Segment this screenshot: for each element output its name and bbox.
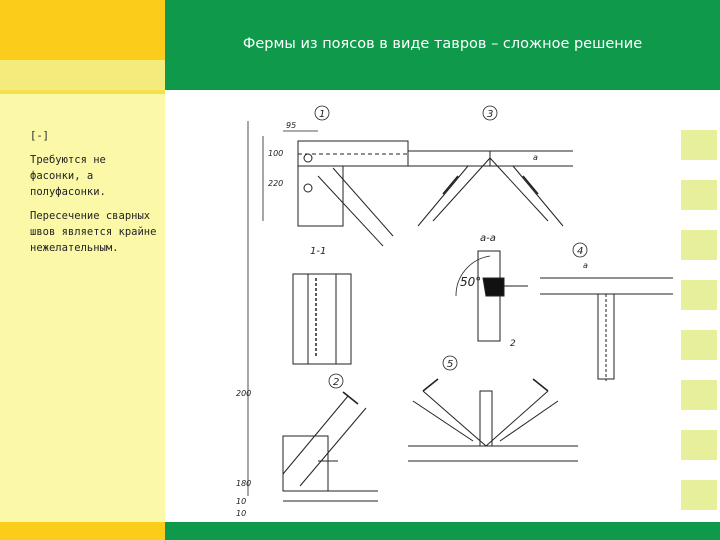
- marker-label: 2: [510, 339, 516, 349]
- dimension-label: 180: [236, 479, 252, 488]
- tile: [681, 230, 717, 260]
- detail-number: 1: [319, 109, 326, 120]
- sidebar-notes: [30, 128, 160, 264]
- sidebar: [0, 94, 165, 522]
- detail-number: 2: [333, 377, 340, 388]
- section-label: a-a: [480, 233, 496, 244]
- tile: [681, 180, 717, 210]
- detail-number: 5: [447, 359, 454, 370]
- tile: [681, 130, 717, 160]
- corner-block: [0, 0, 165, 60]
- note-weld-intersection: Пересечение сварных швов является крайне нежелательным.: [30, 210, 157, 254]
- tile: [681, 380, 717, 410]
- dimension-label: 10: [236, 509, 247, 518]
- marker-label: a: [583, 261, 588, 270]
- angle-label: 50°: [460, 275, 482, 289]
- detail-number: 4: [577, 246, 584, 257]
- marker-label: a: [533, 153, 538, 162]
- dimension-label: 220: [268, 179, 284, 188]
- dimension-label: 10: [236, 497, 247, 506]
- truss-joint-drawing: [228, 96, 678, 521]
- tile: [681, 280, 717, 310]
- dimension-label: 95: [286, 121, 297, 130]
- tile: [681, 330, 717, 360]
- collapse-marker[interactable]: [-]: [30, 130, 49, 142]
- tile: [681, 480, 717, 510]
- tile: [681, 430, 717, 460]
- footer-left: [0, 522, 165, 540]
- section-label: 1-1: [310, 246, 327, 257]
- dimension-label: 200: [236, 389, 252, 398]
- header-bar: [165, 0, 720, 90]
- corner-strip: [0, 60, 165, 90]
- detail-number: 3: [487, 109, 494, 120]
- note-half-gussets: Требуются не фасонки, а полуфасонки.: [30, 154, 106, 198]
- footer-right: [165, 522, 720, 540]
- decorative-tiles: [678, 96, 720, 522]
- dimension-label: 100: [268, 149, 284, 158]
- slide-title: Фермы из поясов в виде тавров – сложное решение: [242, 36, 643, 52]
